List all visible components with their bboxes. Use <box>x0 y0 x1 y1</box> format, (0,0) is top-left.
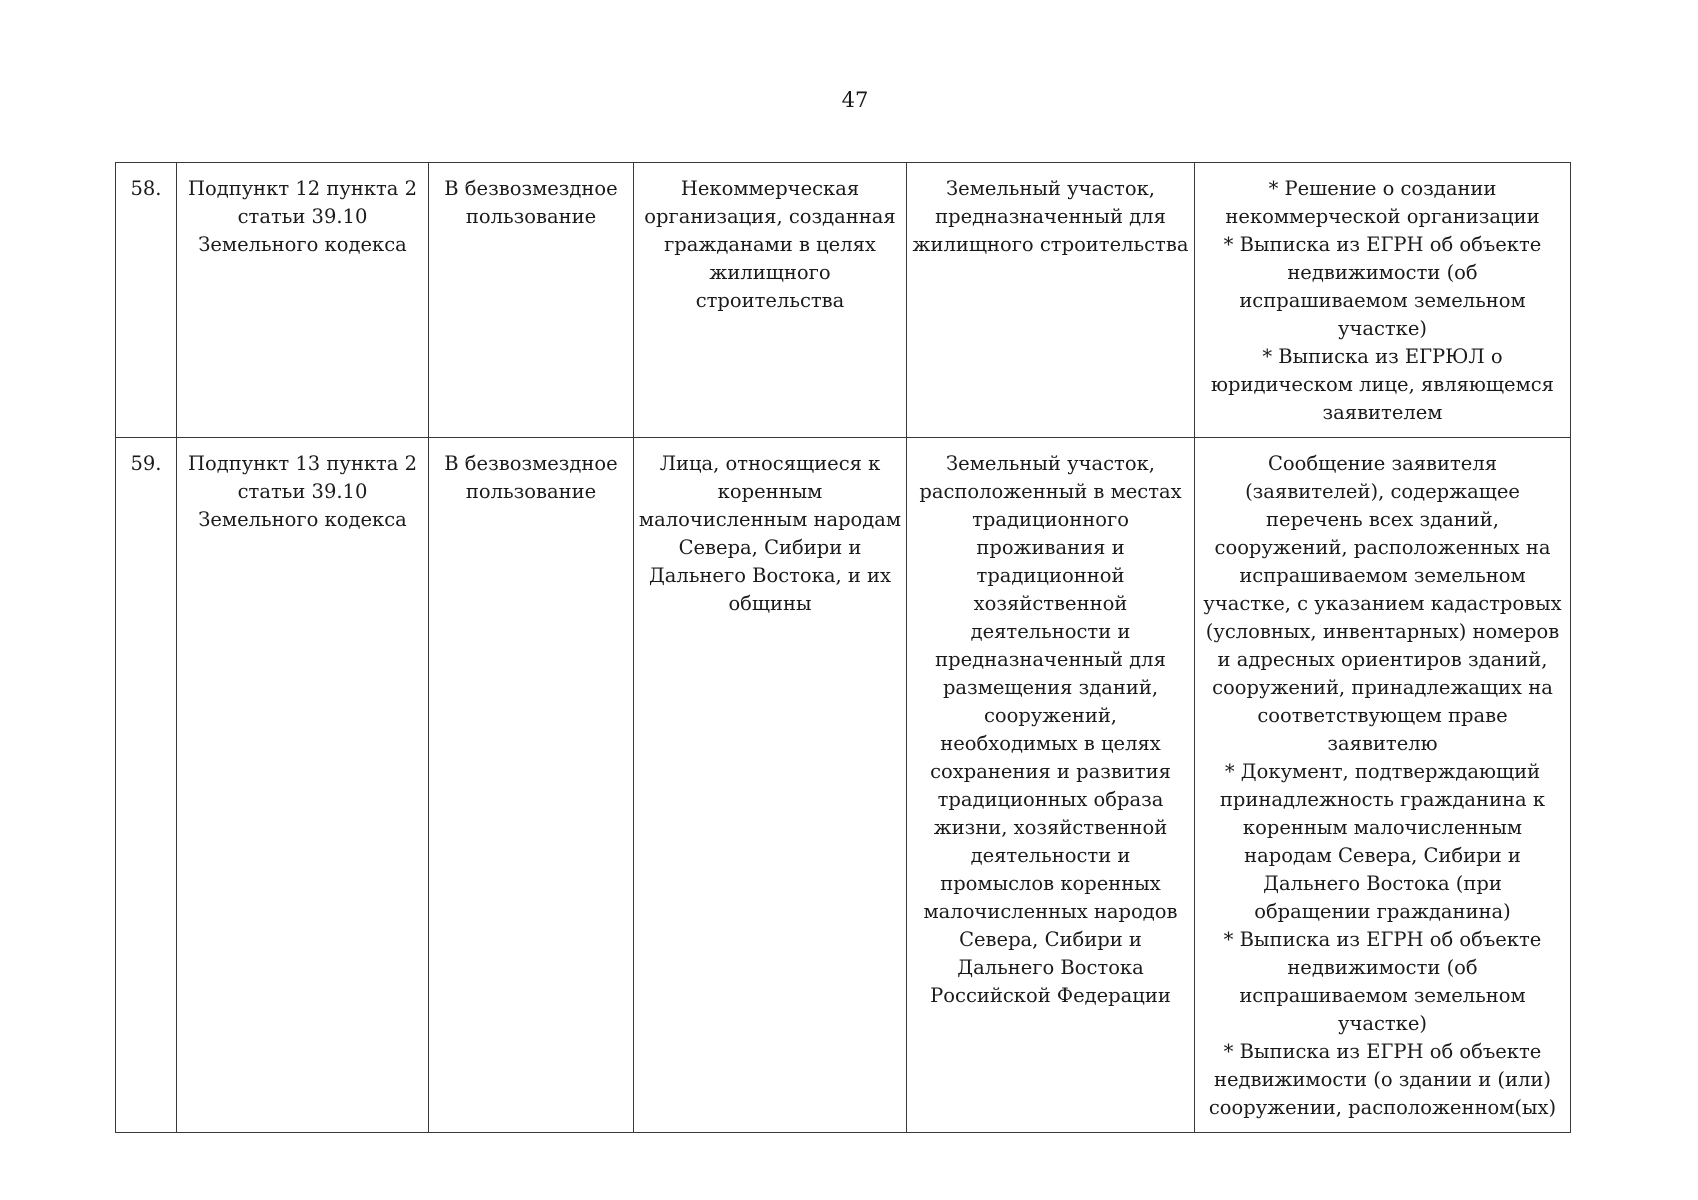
legal-basis-cell: Подпункт 12 пункта 2 статьи 39.10 Земельного кодекса <box>177 163 429 438</box>
page-number: 47 <box>841 88 869 112</box>
table-row <box>116 163 1571 438</box>
documents-cell: Сообщение заявителя (заявителей), содержащее перечень всех зданий, сооружений, расположенных на испрашиваемом земельном участке, с указанием кадастровых (условных, инвентарных) номеров и адресных ориентиров зданий, сооружений, принадлежащих на соответствующем праве заявителю * Документ, подтверждающий принадлежность гражданина к коренным малочисленным народам Севера, Сибири и Дальнего Востока (при обращении гражданина) * Выписка из ЕГРН об объекте недвижимости (об испрашиваемом земельном участке) * Выписка из ЕГРН об объекте недвижимости (о здании и (или) сооружении, расположенном(ых) <box>1195 438 1571 1133</box>
applicant-cell: Некоммерческая организация, созданная гражданами в целях жилищного строительства <box>634 163 907 438</box>
documents-cell: * Решение о создании некоммерческой организации * Выписка из ЕГРН об объекте недвижимости (об испрашиваемом земельном участке) * Выписка из ЕГРЮЛ о юридическом лице, являющемся заявителем <box>1195 163 1571 438</box>
right-type-cell: В безвозмездное пользование <box>429 438 634 1133</box>
land-parcel-cell: Земельный участок, предназначенный для жилищного строительства <box>907 163 1195 438</box>
applicant-cell: Лица, относящиеся к коренным малочисленным народам Севера, Сибири и Дальнего Востока, и их общины <box>634 438 907 1133</box>
land-parcel-cell: Земельный участок, расположенный в местах традиционного проживания и традиционной хозяйственной деятельности и предназначенный для размещения зданий, сооружений, необходимых в целях сохранения и развития традиционных образа жизни, хозяйственной деятельности и промыслов коренных малочисленных народов Севера, Сибири и Дальнего Востока Российской Федерации <box>907 438 1195 1133</box>
land-provision-table <box>115 162 1571 1133</box>
right-type-cell: В безвозмездное пользование <box>429 163 634 438</box>
row-number: 58. <box>116 163 177 438</box>
row-number: 59. <box>116 438 177 1133</box>
legal-basis-cell: Подпункт 13 пункта 2 статьи 39.10 Земельного кодекса <box>177 438 429 1133</box>
table-row <box>116 438 1571 1133</box>
